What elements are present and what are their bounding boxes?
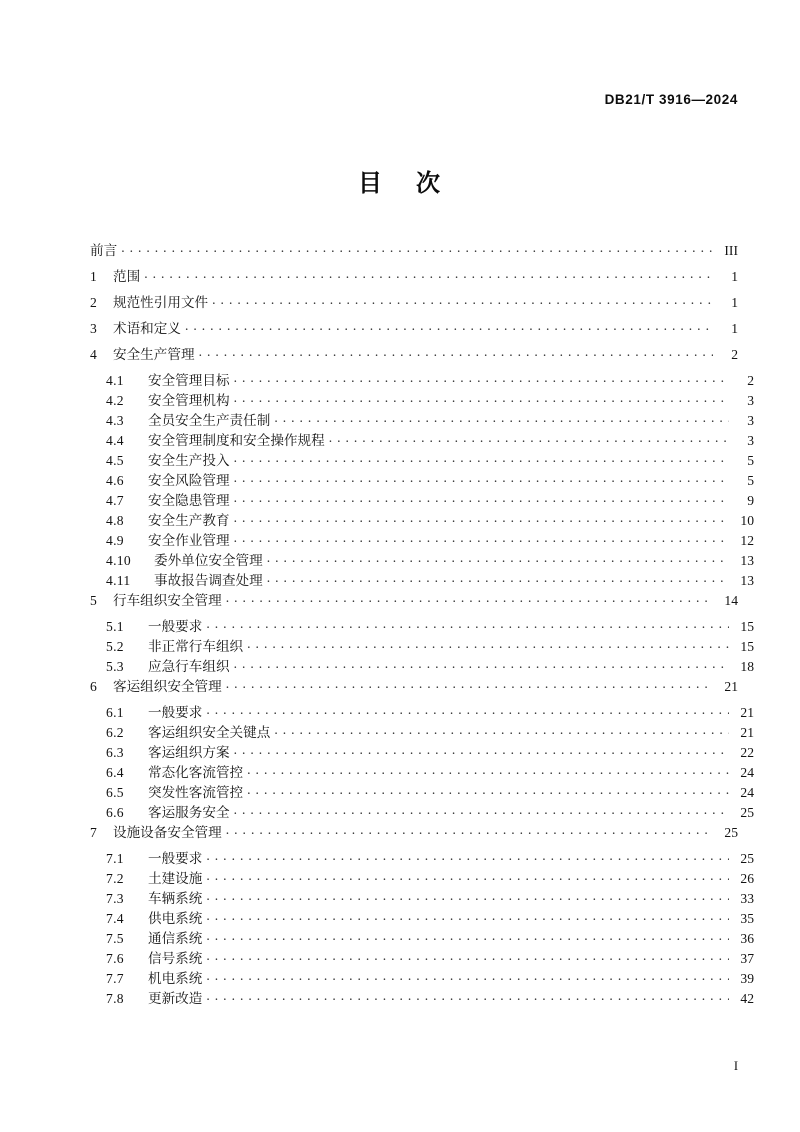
toc-entry-label: 信号系统 — [148, 950, 203, 966]
toc-entry[interactable] — [90, 823, 738, 849]
toc-entry-page-number: 9 — [747, 492, 754, 508]
toc-dot-leader — [234, 471, 729, 485]
toc-dot-leader — [199, 345, 713, 359]
toc-entry-page-number: 25 — [724, 824, 738, 840]
toc-dot-leader — [226, 591, 713, 605]
toc-entry-number: 7.4 — [106, 910, 124, 926]
toc-entry-page-number: 3 — [747, 392, 754, 408]
toc-entry[interactable] — [90, 989, 754, 1009]
toc-entry-number: 6.5 — [106, 784, 124, 800]
toc-dot-leader — [234, 371, 729, 385]
toc-dot-leader — [226, 823, 713, 837]
toc-entry-page-number: 1 — [731, 268, 738, 284]
toc-entry[interactable] — [90, 969, 754, 989]
toc-entry-number: 6.4 — [106, 764, 124, 780]
toc-entry-page-number: 10 — [740, 512, 754, 528]
toc-entry[interactable] — [90, 531, 754, 551]
toc-entry[interactable] — [90, 949, 754, 969]
toc-entry-number: 7 — [90, 824, 97, 840]
toc-entry-label: 更新改造 — [148, 990, 203, 1006]
toc-dot-leader — [212, 293, 713, 307]
toc-entry-label: 应急行车组织 — [148, 658, 230, 674]
toc-dot-leader — [206, 617, 729, 631]
toc-entry-label: 安全管理制度和安全操作规程 — [148, 432, 325, 448]
toc-entry[interactable] — [90, 849, 754, 869]
toc-entry-label: 安全风险管理 — [148, 472, 230, 488]
toc-entry-label: 一般要求 — [148, 704, 203, 720]
toc-entry[interactable] — [90, 371, 754, 391]
toc-entry-number: 4.7 — [106, 492, 124, 508]
toc-entry-number: 7.7 — [106, 970, 124, 986]
toc-dot-leader — [234, 391, 729, 405]
toc-entry[interactable] — [90, 491, 754, 511]
toc-entry-label: 客运组织安全管理 — [113, 678, 222, 694]
toc-dot-leader — [274, 723, 729, 737]
toc-entry-label: 客运服务安全 — [148, 804, 230, 820]
toc-entry[interactable] — [90, 293, 738, 319]
toc-entry-page-number: 25 — [740, 850, 754, 866]
toc-entry[interactable] — [90, 391, 754, 411]
toc-entry-number: 6.3 — [106, 744, 124, 760]
toc-entry[interactable] — [90, 869, 754, 889]
toc-entry[interactable] — [90, 551, 754, 571]
toc-entry-page-number: 21 — [740, 704, 754, 720]
toc-entry-page-number: 36 — [740, 930, 754, 946]
toc-entry[interactable] — [90, 471, 754, 491]
toc-dot-leader — [206, 969, 729, 983]
toc-entry[interactable] — [90, 909, 754, 929]
toc-dot-leader — [234, 491, 729, 505]
toc-entry-label: 安全作业管理 — [148, 532, 230, 548]
toc-entry-number: 4.6 — [106, 472, 124, 488]
toc-entry-label: 机电系统 — [148, 970, 203, 986]
toc-entry[interactable] — [90, 451, 754, 471]
toc-dot-leader — [247, 763, 729, 777]
toc-entry-page-number: 12 — [740, 532, 754, 548]
toc-dot-leader — [234, 511, 729, 525]
toc-entry-page-number: 37 — [740, 950, 754, 966]
toc-dot-leader — [206, 909, 729, 923]
toc-entry-page-number: 21 — [740, 724, 754, 740]
toc-entry-page-number: 15 — [740, 618, 754, 634]
toc-entry-number: 6.6 — [106, 804, 124, 820]
toc-dot-leader — [206, 869, 729, 883]
toc-entry-page-number: 22 — [740, 744, 754, 760]
toc-entry-number: 1 — [90, 268, 97, 284]
toc-dot-leader — [185, 319, 713, 333]
toc-entry-number: 4.5 — [106, 452, 124, 468]
toc-entry-page-number: 2 — [747, 372, 754, 388]
toc-entry-label: 供电系统 — [148, 910, 203, 926]
toc-entry-number: 4 — [90, 346, 97, 362]
toc-entry[interactable] — [90, 783, 754, 803]
toc-dot-leader — [206, 849, 729, 863]
toc-entry-label: 客运组织安全关键点 — [148, 724, 271, 740]
toc-entry-page-number: 14 — [724, 592, 738, 608]
toc-entry-page-number: 42 — [740, 990, 754, 1006]
toc-entry-page-number: 25 — [740, 804, 754, 820]
toc-entry-number: 5.1 — [106, 618, 124, 634]
toc-dot-leader — [206, 929, 729, 943]
toc-entry[interactable] — [90, 617, 754, 637]
toc-entry-label: 术语和定义 — [113, 320, 181, 336]
toc-entry-label: 土建设施 — [148, 870, 203, 886]
toc-entry-label: 突发性客流管控 — [148, 784, 244, 800]
toc-dot-leader — [144, 267, 713, 281]
toc-entry-number: 3 — [90, 320, 97, 336]
toc-entry-label: 全员安全生产责任制 — [148, 412, 271, 428]
toc-entry-page-number: 13 — [740, 552, 754, 568]
toc-entry-page-number: 3 — [747, 412, 754, 428]
toc-entry-number: 7.2 — [106, 870, 124, 886]
toc-entry-number: 4.3 — [106, 412, 124, 428]
toc-dot-leader — [234, 451, 729, 465]
toc-entry[interactable] — [90, 803, 754, 823]
toc-entry-number: 7.8 — [106, 990, 124, 1006]
toc-entry-label: 安全隐患管理 — [148, 492, 230, 508]
toc-dot-leader — [234, 657, 729, 671]
toc-entry[interactable] — [90, 319, 738, 345]
standard-number-header: DB21/T 3916—2024 — [604, 92, 738, 107]
toc-dot-leader — [234, 531, 729, 545]
toc-entry-number: 4.1 — [106, 372, 124, 388]
toc-entry-number: 5.2 — [106, 638, 124, 654]
toc-entry-page-number: 15 — [740, 638, 754, 654]
toc-entry[interactable] — [90, 677, 738, 703]
toc-entry-label: 事故报告调查处理 — [154, 572, 263, 588]
toc-dot-leader — [247, 783, 729, 797]
toc-entry-label: 车辆系统 — [148, 890, 203, 906]
toc-dot-leader — [267, 551, 729, 565]
toc-entry-label: 安全管理机构 — [148, 392, 230, 408]
toc-dot-leader — [206, 989, 729, 1003]
toc-entry-label: 安全管理目标 — [148, 372, 230, 388]
page-title: 目 次 — [358, 171, 442, 197]
toc-entry-number: 6 — [90, 678, 97, 694]
toc-entry-page-number: 1 — [731, 320, 738, 336]
toc-entry-page-number: 26 — [740, 870, 754, 886]
toc-dot-leader — [234, 803, 729, 817]
toc-dot-leader — [234, 743, 729, 757]
toc-entry[interactable] — [90, 571, 754, 591]
toc-entry-page-number: 13 — [740, 572, 754, 588]
toc-entry[interactable] — [90, 591, 738, 617]
toc-entry-label: 行车组织安全管理 — [113, 592, 222, 608]
toc-entry-label: 通信系统 — [148, 930, 203, 946]
toc-entry-page-number: 5 — [747, 452, 754, 468]
toc-entry-page-number: 35 — [740, 910, 754, 926]
toc-entry[interactable] — [90, 637, 754, 657]
toc-entry-page-number: 24 — [740, 784, 754, 800]
toc-dot-leader — [121, 241, 713, 255]
toc-entry[interactable] — [90, 345, 738, 371]
toc-entry-page-number: 1 — [731, 294, 738, 310]
toc-entry-page-number: 39 — [740, 970, 754, 986]
toc-entry[interactable] — [90, 511, 754, 531]
toc-entry-label: 委外单位安全管理 — [154, 552, 263, 568]
toc-entry-number: 4.8 — [106, 512, 124, 528]
toc-entry-number: 4.10 — [106, 552, 131, 568]
toc-dot-leader — [274, 411, 729, 425]
toc-entry-label: 范围 — [113, 268, 141, 284]
toc-entry-label: 非正常行车组织 — [148, 638, 244, 654]
toc-entry[interactable] — [90, 703, 754, 723]
toc-entry-label: 客运组织方案 — [148, 744, 230, 760]
toc-entry-label: 常态化客流管控 — [148, 764, 244, 780]
toc-entry[interactable] — [90, 411, 754, 431]
toc-entry-number: 7.6 — [106, 950, 124, 966]
toc-entry-number: 7.1 — [106, 850, 124, 866]
toc-entry-label: 安全生产教育 — [148, 512, 230, 528]
toc-dot-leader — [206, 889, 729, 903]
toc-dot-leader — [226, 677, 713, 691]
footer-page-number: I — [733, 1059, 738, 1073]
toc-entry-label: 规范性引用文件 — [113, 294, 209, 310]
toc-entry-page-number: 5 — [747, 472, 754, 488]
toc-dot-leader — [247, 637, 729, 651]
toc-entry-label: 前言 — [90, 242, 118, 258]
toc-entry[interactable] — [90, 743, 754, 763]
toc-entry-page-number: III — [724, 242, 738, 258]
toc-entry-page-number: 2 — [731, 346, 738, 362]
toc-entry[interactable] — [90, 241, 738, 267]
toc-entry[interactable] — [90, 723, 754, 743]
toc-entry-label: 一般要求 — [148, 618, 203, 634]
toc-entry[interactable] — [90, 763, 754, 783]
toc-entry-label: 设施设备安全管理 — [113, 824, 222, 840]
toc-entry-number: 4.11 — [106, 572, 131, 588]
toc-entry[interactable] — [90, 657, 754, 677]
toc-entry-number: 2 — [90, 294, 97, 310]
toc-entry-page-number: 33 — [740, 890, 754, 906]
toc-entry-number: 6.1 — [106, 704, 124, 720]
toc-entry-number: 4.4 — [106, 432, 124, 448]
toc-entry[interactable] — [90, 929, 754, 949]
toc-entry-label: 安全生产投入 — [148, 452, 230, 468]
table-of-contents — [90, 241, 754, 1009]
toc-entry-label: 一般要求 — [148, 850, 203, 866]
toc-dot-leader — [329, 431, 729, 445]
toc-entry-number: 6.2 — [106, 724, 124, 740]
toc-entry[interactable] — [90, 267, 738, 293]
toc-dot-leader — [206, 949, 729, 963]
toc-dot-leader — [267, 571, 729, 585]
toc-dot-leader — [206, 703, 729, 717]
toc-entry-number: 7.5 — [106, 930, 124, 946]
toc-entry-page-number: 21 — [724, 678, 738, 694]
toc-entry-number: 5.3 — [106, 658, 124, 674]
toc-entry-page-number: 24 — [740, 764, 754, 780]
toc-entry-number: 5 — [90, 592, 97, 608]
toc-entry-number: 7.3 — [106, 890, 124, 906]
toc-entry-page-number: 3 — [747, 432, 754, 448]
toc-entry-number: 4.2 — [106, 392, 124, 408]
toc-entry-page-number: 18 — [740, 658, 754, 674]
toc-entry-number: 4.9 — [106, 532, 124, 548]
toc-entry[interactable] — [90, 889, 754, 909]
toc-entry-label: 安全生产管理 — [113, 346, 195, 362]
toc-entry[interactable] — [90, 431, 754, 451]
